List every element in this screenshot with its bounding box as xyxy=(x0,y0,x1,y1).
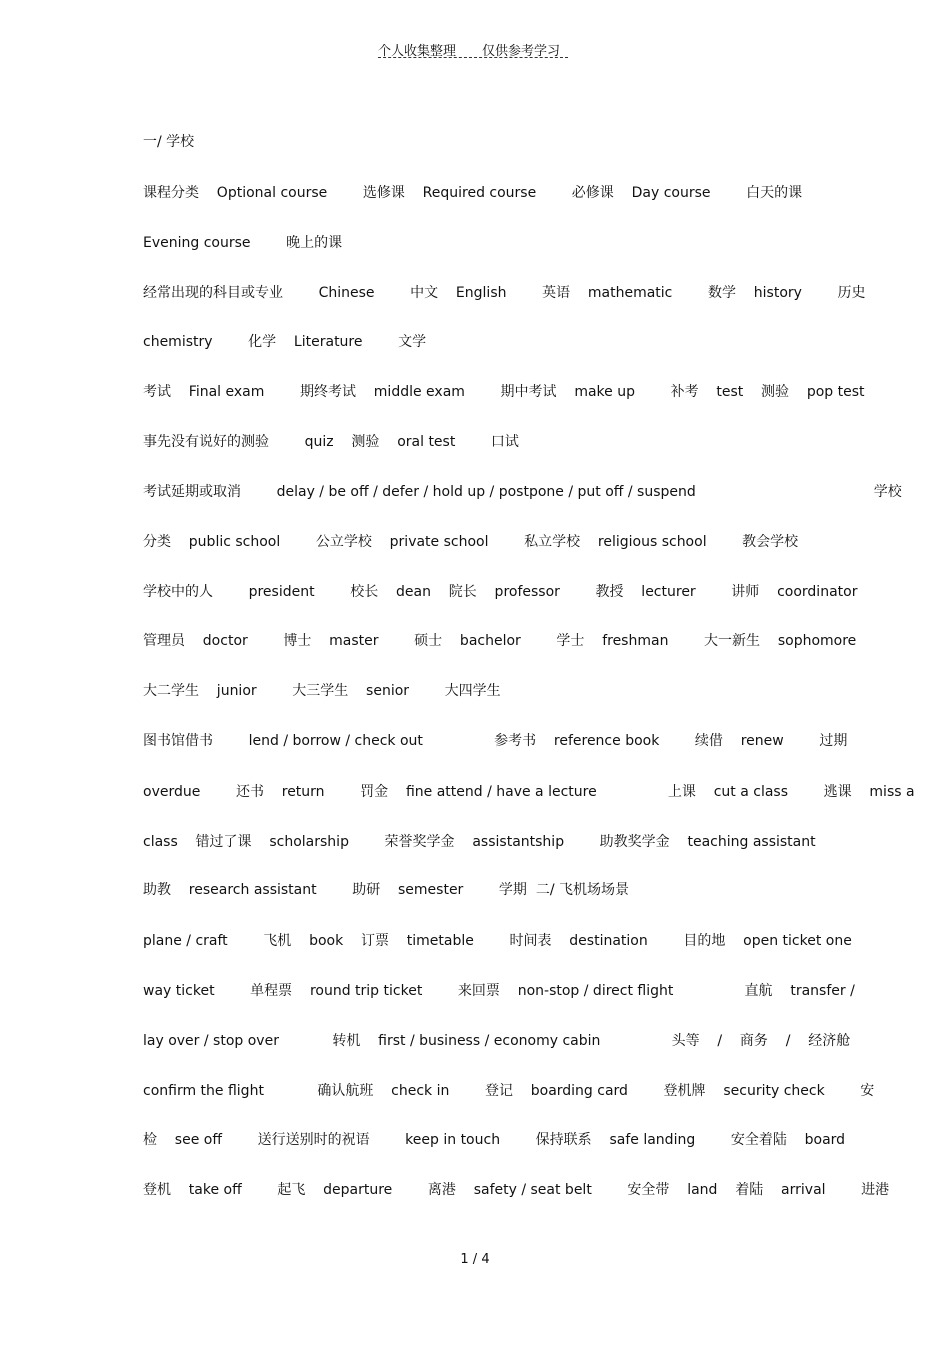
header-dashed-rule xyxy=(378,57,568,58)
text-line: 检 see off 送行送别时的祝语 keep in touch 保持联系 safe landing 安全着陆 board xyxy=(143,1132,846,1148)
text-line: 考试 Final exam 期终考试 middle exam 期中考试 make up 补考 test 测验 pop test xyxy=(143,384,865,400)
text-line: class 错过了课 scholarship 荣誉奖学金 assistantship 助教奖学金 teaching assistant xyxy=(143,834,816,850)
text-line: chemistry 化学 Literature 文学 xyxy=(143,334,427,350)
text-line: plane / craft 飞机 book 订票 timetable 时间表 destination 目的地 open ticket one xyxy=(143,933,852,949)
text-line: 图书馆借书 lend / borrow / check out 参考书 reference book 续借 renew 过期 xyxy=(143,733,848,749)
text-line: way ticket 单程票 round trip ticket 来回票 non-stop / direct flight 直航 transfer / xyxy=(143,983,855,999)
text-line: lay over / stop over 转机 first / business / economy cabin 头等 / 商务 / 经济舱 xyxy=(143,1033,851,1049)
text-line: 登机 take off 起飞 departure 离港 safety / seat belt 安全带 land 着陆 arrival 进港 xyxy=(143,1182,890,1198)
text-line: 分类 public school 公立学校 private school 私立学校 religious school 教会学校 xyxy=(143,534,799,550)
text-line: 课程分类 Optional course 选修课 Required course 必修课 Day course 白天的课 xyxy=(143,185,803,201)
section-heading-school: 一/ 学校 xyxy=(143,134,195,150)
text-line: 管理员 doctor 博士 master 硕士 bachelor 学士 freshman 大一新生 sophomore xyxy=(143,633,857,649)
text-line: 学校中的人 president 校长 dean 院长 professor 教授 lecturer 讲师 coordinator xyxy=(143,584,858,600)
text-line: 助教 research assistant 助研 semester 学期 二/ 飞机场场景 xyxy=(143,882,629,898)
header-right-text: 仅供参考学习 xyxy=(482,44,561,59)
header-left-text: 个人收集整理 xyxy=(378,44,457,59)
text-line: 经常出现的科目或专业 Chinese 中文 English 英语 mathematic 数学 history 历史 xyxy=(143,285,866,301)
page-number: 1 / 4 xyxy=(460,1252,490,1267)
text-line: 考试延期或取消 delay / be off / defer / hold up / postpone / put off / suspend 学校 xyxy=(143,484,902,500)
text-line: 大二学生 junior 大三学生 senior 大四学生 xyxy=(143,683,501,699)
text-line: 事先没有说好的测验 quiz 测验 oral test 口试 xyxy=(143,434,519,450)
text-line: confirm the flight 确认航班 check in 登记 boarding card 登机牌 security check 安 xyxy=(143,1083,875,1099)
text-line: overdue 还书 return 罚金 fine attend / have a lecture 上课 cut a class 逃课 miss a xyxy=(143,784,915,800)
text-line: Evening course 晚上的课 xyxy=(143,235,343,251)
